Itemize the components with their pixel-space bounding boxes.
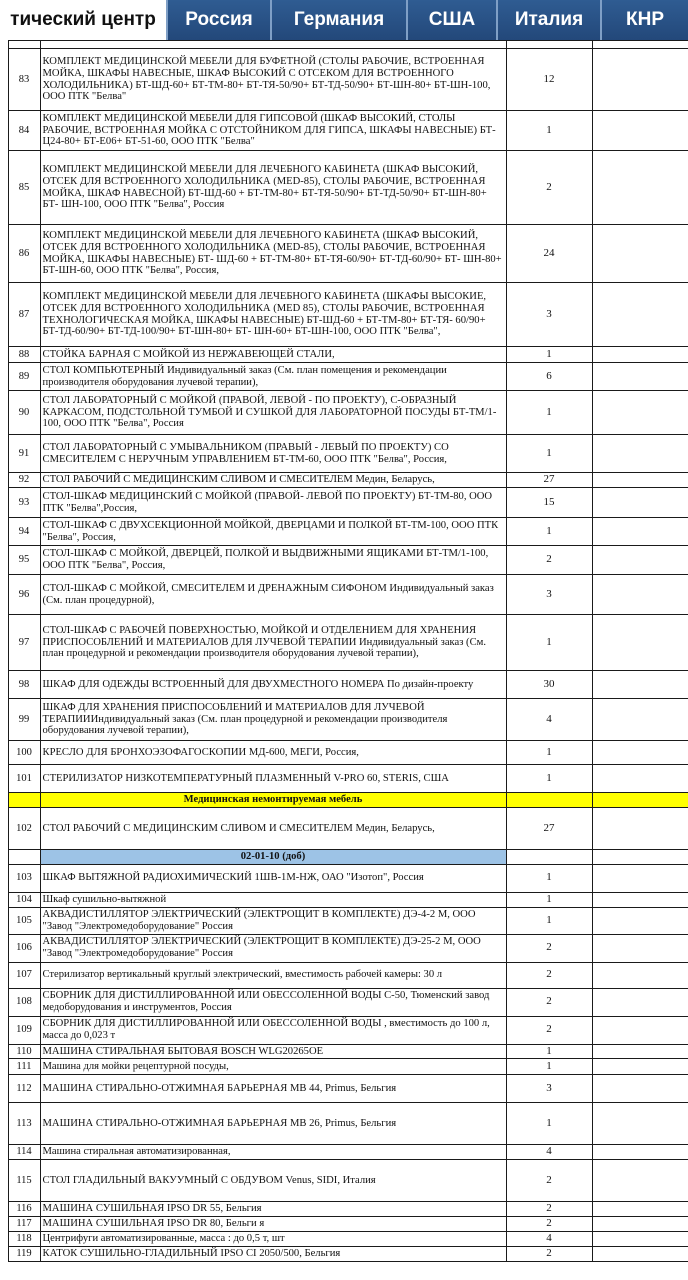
row-gutter bbox=[0, 1202, 8, 1217]
item-quantity[interactable]: 2 bbox=[506, 934, 592, 962]
empty-cell[interactable] bbox=[592, 151, 688, 225]
table-row bbox=[0, 225, 688, 283]
table-row bbox=[0, 1059, 688, 1075]
table-row bbox=[0, 864, 688, 892]
row-gutter bbox=[0, 1145, 8, 1160]
item-quantity[interactable]: 27 bbox=[506, 473, 592, 488]
row-number[interactable]: 104 bbox=[8, 892, 40, 907]
row-number[interactable]: 118 bbox=[8, 1231, 40, 1246]
item-quantity[interactable]: 2 bbox=[506, 988, 592, 1016]
row-number[interactable]: 99 bbox=[8, 699, 40, 741]
row-number[interactable]: 84 bbox=[8, 111, 40, 151]
item-quantity[interactable]: 1 bbox=[506, 765, 592, 793]
item-description[interactable]: Машина стиральная автоматизированная, bbox=[40, 1145, 506, 1160]
empty-cell[interactable] bbox=[592, 111, 688, 151]
row-gutter bbox=[0, 934, 8, 962]
row-number[interactable]: 103 bbox=[8, 864, 40, 892]
item-quantity[interactable]: 3 bbox=[506, 1075, 592, 1103]
empty-cell[interactable] bbox=[592, 1246, 688, 1261]
item-description[interactable]: СТОЛ РАБОЧИЙ С МЕДИЦИНСКИМ СЛИВОМ И СМЕСИТЕЛЕМ Медин, Беларусь, bbox=[40, 473, 506, 488]
row-number[interactable]: 96 bbox=[8, 575, 40, 615]
item-quantity[interactable]: 15 bbox=[506, 488, 592, 518]
row-number[interactable]: 85 bbox=[8, 151, 40, 225]
item-description[interactable]: Центрифуги автоматизированные, масса : до 0,5 т, шт bbox=[40, 1231, 506, 1246]
item-quantity[interactable]: 3 bbox=[506, 575, 592, 615]
item-description[interactable]: АКВАДИСТИЛЛЯТОР ЭЛЕКТРИЧЕСКИЙ (ЭЛЕКТРОЩИТ В КОМПЛЕКТЕ) ДЭ-25-2 М, ООО "Завод "Электромедоборудование" Россия bbox=[40, 934, 506, 962]
table-row bbox=[0, 1202, 688, 1217]
table-row bbox=[0, 1044, 688, 1059]
row-number[interactable]: 113 bbox=[8, 1103, 40, 1145]
item-description[interactable]: КОМПЛЕКТ МЕДИЦИНСКОЙ МЕБЕЛИ ДЛЯ ЛЕЧЕБНОГО КАБИНЕТА (ШКАФЫ ВЫСОКИЕ, ОТСЕК ДЛЯ ВСТРОЕННОГО ХОЛОДИЛЬНИКА (MED 85), СТОЛЫ РАБОЧИЕ, ВСТРОЕННАЯ ТЕХНОЛОГИЧЕСКАЯ МОЙКА, ШКАФЫ НАВЕСНЫЕ) БТ-ШД-60 + БТ-ТМ-80+ БТ-ТЯ- 60/90+ БТ-ТД-60/90+ БТ-ТД-100/90+ БТ-ШН-80+ БТ- ШН-60+ БТ-ШН-100, ООО ПТК "Белва", bbox=[40, 283, 506, 347]
item-quantity[interactable]: 1 bbox=[506, 1059, 592, 1075]
sheet-tab-bar bbox=[0, 0, 688, 40]
item-description[interactable]: МАШИНА СУШИЛЬНАЯ IPSO DR 80, Бельги я bbox=[40, 1217, 506, 1232]
row-gutter bbox=[0, 435, 8, 473]
row-number[interactable]: 92 bbox=[8, 473, 40, 488]
section-title[interactable]: Медицинская немонтируемая мебель bbox=[40, 793, 506, 808]
item-quantity[interactable]: 2 bbox=[506, 1016, 592, 1044]
empty-cell[interactable] bbox=[592, 1016, 688, 1044]
table-row bbox=[0, 765, 688, 793]
row-gutter bbox=[0, 793, 8, 808]
section-qty-cell[interactable] bbox=[506, 850, 592, 865]
row-gutter bbox=[0, 488, 8, 518]
row-gutter bbox=[0, 962, 8, 988]
section-num-cell[interactable] bbox=[8, 793, 40, 808]
table-row bbox=[0, 391, 688, 435]
empty-cell[interactable] bbox=[592, 1202, 688, 1217]
empty-cell[interactable] bbox=[592, 1217, 688, 1232]
row-number[interactable] bbox=[8, 41, 40, 49]
empty-cell[interactable] bbox=[592, 473, 688, 488]
row-gutter bbox=[0, 892, 8, 907]
table-row bbox=[0, 699, 688, 741]
table-row bbox=[0, 988, 688, 1016]
item-description[interactable]: АКВАДИСТИЛЛЯТОР ЭЛЕКТРИЧЕСКИЙ (ЭЛЕКТРОЩИТ В КОМПЛЕКТЕ) ДЭ-4-2 М, ООО "Завод "Электромедоборудование" Россия bbox=[40, 907, 506, 934]
item-description[interactable]: КОМПЛЕКТ МЕДИЦИНСКОЙ МЕБЕЛИ ДЛЯ ГИПСОВОЙ (ШКАФ ВЫСОКИЙ, СТОЛЫ РАБОЧИЕ, ВСТРОЕННАЯ МОЙКА С ОТСТОЙНИКОМ ДЛЯ ГИПСА, ШКАФЫ НАВЕСНЫЕ) БТ-Ц24-80+ БТ-Е06+ БТ-51-60, ООО ПТК "Белва" bbox=[40, 111, 506, 151]
row-number[interactable]: 91 bbox=[8, 435, 40, 473]
row-gutter bbox=[0, 699, 8, 741]
row-number[interactable]: 106 bbox=[8, 934, 40, 962]
sheet-tab[interactable]: Германия bbox=[270, 0, 406, 40]
empty-cell[interactable] bbox=[592, 615, 688, 671]
item-quantity[interactable]: 1 bbox=[506, 435, 592, 473]
row-number[interactable]: 116 bbox=[8, 1202, 40, 1217]
item-quantity[interactable]: 2 bbox=[506, 1160, 592, 1202]
row-number[interactable]: 93 bbox=[8, 488, 40, 518]
item-description[interactable]: Шкаф сушильно-вытяжной bbox=[40, 892, 506, 907]
item-description[interactable]: СТОЙКА БАРНАЯ С МОЙКОЙ ИЗ НЕРЖАВЕЮЩЕЙ СТАЛИ, bbox=[40, 347, 506, 363]
section-row bbox=[0, 793, 688, 808]
empty-cell[interactable] bbox=[592, 1059, 688, 1075]
item-quantity[interactable]: 1 bbox=[506, 864, 592, 892]
item-description[interactable]: СТОЛ-ШКАФ МЕДИЦИНСКИЙ С МОЙКОЙ (ПРАВОЙ- ЛЕВОЙ ПО ПРОЕКТУ) БТ-ТМ-80, ООО ПТК "Белва",Россия, bbox=[40, 488, 506, 518]
table-row bbox=[0, 518, 688, 546]
empty-cell[interactable] bbox=[592, 864, 688, 892]
row-gutter bbox=[0, 151, 8, 225]
item-description[interactable]: КОМПЛЕКТ МЕДИЦИНСКОЙ МЕБЕЛИ ДЛЯ ЛЕЧЕБНОГО КАБИНЕТА (ШКАФ ВЫСОКИЙ, ОТСЕК ДЛЯ ВСТРОЕННОГО ХОЛОДИЛЬНИКА (MED-85), СТОЛЫ РАБОЧИЕ, ВСТРОЕННАЯ МОЙКА, ШКАФ НАВЕСНОЙ) БТ-ШД-60 + БТ-ТМ-80+ БТ-ТЯ-50/90+ БТ-ТД-50/90+ БТ-ШН-80+ БТ- ШН-100, ООО ПТК "Белва", Россия bbox=[40, 151, 506, 225]
row-number[interactable]: 83 bbox=[8, 49, 40, 111]
row-gutter bbox=[0, 111, 8, 151]
table-row bbox=[0, 934, 688, 962]
row-number[interactable]: 98 bbox=[8, 671, 40, 699]
item-quantity[interactable] bbox=[506, 41, 592, 49]
empty-cell[interactable] bbox=[592, 1103, 688, 1145]
table-row bbox=[0, 1016, 688, 1044]
row-number[interactable]: 119 bbox=[8, 1246, 40, 1261]
item-quantity[interactable]: 4 bbox=[506, 1145, 592, 1160]
table-row bbox=[0, 1145, 688, 1160]
row-number[interactable]: 101 bbox=[8, 765, 40, 793]
empty-cell[interactable] bbox=[592, 391, 688, 435]
section-num-cell[interactable] bbox=[8, 850, 40, 865]
row-gutter bbox=[0, 518, 8, 546]
empty-cell[interactable] bbox=[592, 435, 688, 473]
table-row bbox=[0, 111, 688, 151]
item-quantity[interactable]: 12 bbox=[506, 49, 592, 111]
section-extra-cell[interactable] bbox=[592, 793, 688, 808]
row-gutter bbox=[0, 49, 8, 111]
empty-cell[interactable] bbox=[592, 765, 688, 793]
table-row bbox=[0, 1217, 688, 1232]
row-gutter bbox=[0, 907, 8, 934]
empty-cell[interactable] bbox=[592, 1160, 688, 1202]
table-row bbox=[0, 892, 688, 907]
row-number[interactable]: 90 bbox=[8, 391, 40, 435]
item-quantity[interactable]: 30 bbox=[506, 671, 592, 699]
item-quantity[interactable]: 1 bbox=[506, 1044, 592, 1059]
spreadsheet-area bbox=[0, 40, 688, 1280]
row-gutter bbox=[0, 671, 8, 699]
empty-cell[interactable] bbox=[592, 671, 688, 699]
item-quantity[interactable]: 2 bbox=[506, 962, 592, 988]
item-description[interactable]: МАШИНА СТИРАЛЬНО-ОТЖИМНАЯ БАРЬЕРНАЯ MB 26, Primus, Бельгия bbox=[40, 1103, 506, 1145]
item-description[interactable]: СТОЛ ЛАБОРАТОРНЫЙ С УМЫВАЛЬНИКОМ (ПРАВЫЙ - ЛЕВЫЙ ПО ПРОЕКТУ) СО СМЕСИТЕЛЕМ С НЕРУЧНЫМ УПРАВЛЕНИЕМ БТ-ТМ-60, ООО ПТК "Белва", Россия, bbox=[40, 435, 506, 473]
row-gutter bbox=[0, 808, 8, 850]
empty-cell[interactable] bbox=[592, 934, 688, 962]
empty-cell[interactable] bbox=[592, 808, 688, 850]
row-number[interactable]: 110 bbox=[8, 1044, 40, 1059]
empty-cell[interactable] bbox=[592, 347, 688, 363]
row-gutter bbox=[0, 1059, 8, 1075]
item-description[interactable]: КОМПЛЕКТ МЕДИЦИНСКОЙ МЕБЕЛИ ДЛЯ ЛЕЧЕБНОГО КАБИНЕТА (ШКАФ ВЫСОКИЙ, ОТСЕК ДЛЯ ВСТРОЕННОГО ХОЛОДИЛЬНИКА (MED-85), СТОЛЫ РАБОЧИЕ, ВСТРОЕННАЯ МОЙКА, ШКАФЫ НАВЕСНЫЕ) БТ- ШД-60 + БТ-ТМ-80+ БТ-ТЯ-60/90+ БТ-ТД-60/90+ БТ- ШН-80+ БТ-ШН-60, ООО ПТК "Белва", Россия, bbox=[40, 225, 506, 283]
row-number[interactable]: 89 bbox=[8, 363, 40, 391]
item-quantity[interactable]: 2 bbox=[506, 1246, 592, 1261]
item-description[interactable]: ШКАФ ВЫТЯЖНОЙ РАДИОХИМИЧЕСКИЙ 1ШВ-1М-НЖ, ОАО "Изотоп", Россия bbox=[40, 864, 506, 892]
row-number[interactable]: 111 bbox=[8, 1059, 40, 1075]
item-description[interactable]: СТОЛ-ШКАФ С МОЙКОЙ, ДВЕРЦЕЙ, ПОЛКОЙ И ВЫДВИЖНЫМИ ЯЩИКАМИ БТ-ТМ/1-100, ООО ПТК "Белва", Россия, bbox=[40, 546, 506, 575]
item-quantity[interactable]: 1 bbox=[506, 391, 592, 435]
empty-cell[interactable] bbox=[592, 1044, 688, 1059]
item-description[interactable]: КОМПЛЕКТ МЕДИЦИНСКОЙ МЕБЕЛИ ДЛЯ БУФЕТНОЙ (СТОЛЫ РАБОЧИЕ, ВСТРОЕННАЯ МОЙКА, ШКАФЫ НАВЕСНЫЕ, ШКАФ ВЫСОКИЙ С ОТСЕКОМ ДЛЯ ВСТРОЕННОГО ХОЛОДИЛЬНИКА) БТ-ШД-60+ БТ-ТМ-80+ БТ-ТЯ-50/90+ БТ-ТД-50/90+ БТ-ШН-80+ БТ-ШН-100, ООО ПТК "Белва" bbox=[40, 49, 506, 111]
item-quantity[interactable]: 6 bbox=[506, 363, 592, 391]
empty-cell[interactable] bbox=[592, 488, 688, 518]
empty-cell[interactable] bbox=[592, 283, 688, 347]
row-gutter bbox=[0, 741, 8, 765]
item-quantity[interactable]: 1 bbox=[506, 892, 592, 907]
empty-cell[interactable] bbox=[592, 988, 688, 1016]
row-gutter bbox=[0, 988, 8, 1016]
item-quantity[interactable]: 2 bbox=[506, 1217, 592, 1232]
table-row bbox=[0, 671, 688, 699]
table-row bbox=[0, 907, 688, 934]
item-description[interactable]: МАШИНА СУШИЛЬНАЯ IPSO DR 55, Бельгия bbox=[40, 1202, 506, 1217]
row-number[interactable]: 117 bbox=[8, 1217, 40, 1232]
row-gutter bbox=[0, 225, 8, 283]
table-row bbox=[0, 741, 688, 765]
table-row bbox=[0, 962, 688, 988]
section-qty-cell[interactable] bbox=[506, 793, 592, 808]
item-description[interactable]: СТОЛ-ШКАФ С ДВУХСЕКЦИОННОЙ МОЙКОЙ, ДВЕРЦАМИ И ПОЛКОЙ БТ-ТМ-100, ООО ПТК "Белва", Россия, bbox=[40, 518, 506, 546]
empty-cell[interactable] bbox=[592, 699, 688, 741]
empty-cell[interactable] bbox=[592, 1075, 688, 1103]
empty-cell[interactable] bbox=[592, 892, 688, 907]
row-gutter bbox=[0, 1246, 8, 1261]
item-quantity[interactable]: 27 bbox=[506, 808, 592, 850]
sheet-tab[interactable]: тический центр bbox=[0, 0, 166, 40]
empty-cell[interactable] bbox=[592, 363, 688, 391]
row-number[interactable]: 88 bbox=[8, 347, 40, 363]
item-description[interactable]: СТОЛ-ШКАФ С РАБОЧЕЙ ПОВЕРХНОСТЬЮ, МОЙКОЙ И ОТДЕЛЕНИЕМ ДЛЯ ХРАНЕНИЯ ПРИСПОСОБЛЕНИЙ И МАТЕРИАЛОВ ДЛЯ ЛУЧЕВОЙ ТЕРАПИИ Индивидуальный заказ (См. план процедурной и рекомендации производителя оборудования лучевой терапии), bbox=[40, 615, 506, 671]
item-description[interactable]: СБОРНИК ДЛЯ ДИСТИЛЛИРОВАННОЙ ИЛИ ОБЕССОЛЕННОЙ ВОДЫ , вместимость до 100 л, масса до 0,023 т bbox=[40, 1016, 506, 1044]
row-number[interactable]: 86 bbox=[8, 225, 40, 283]
item-quantity[interactable]: 4 bbox=[506, 1231, 592, 1246]
row-gutter bbox=[0, 1075, 8, 1103]
table-row bbox=[0, 1075, 688, 1103]
table-row bbox=[0, 435, 688, 473]
item-quantity[interactable]: 1 bbox=[506, 907, 592, 934]
row-gutter bbox=[0, 765, 8, 793]
table-row bbox=[0, 347, 688, 363]
row-gutter bbox=[0, 347, 8, 363]
item-description[interactable]: МАШИНА СТИРАЛЬНАЯ БЫТОВАЯ BOSCH WLG20265OE bbox=[40, 1044, 506, 1059]
item-description[interactable]: СТОЛ-ШКАФ С МОЙКОЙ, СМЕСИТЕЛЕМ И ДРЕНАЖНЫМ СИФОНОМ Индивидуальный заказ (См. план процедурной), bbox=[40, 575, 506, 615]
empty-cell[interactable] bbox=[592, 546, 688, 575]
item-quantity[interactable]: 1 bbox=[506, 518, 592, 546]
item-quantity[interactable]: 2 bbox=[506, 546, 592, 575]
empty-cell[interactable] bbox=[592, 1145, 688, 1160]
item-quantity[interactable]: 3 bbox=[506, 283, 592, 347]
empty-cell[interactable] bbox=[592, 225, 688, 283]
item-quantity[interactable]: 24 bbox=[506, 225, 592, 283]
empty-cell[interactable] bbox=[592, 575, 688, 615]
row-number[interactable]: 87 bbox=[8, 283, 40, 347]
table-row bbox=[0, 41, 688, 49]
item-description[interactable]: КРЕСЛО ДЛЯ БРОНХОЭЗОФАГОСКОПИИ МД-600, МЕГИ, Россия, bbox=[40, 741, 506, 765]
item-quantity[interactable]: 4 bbox=[506, 699, 592, 741]
table-row bbox=[0, 151, 688, 225]
item-description[interactable]: КАТОК СУШИЛЬНО-ГЛАДИЛЬНЫЙ IPSO CI 2050/500, Бельгия bbox=[40, 1246, 506, 1261]
table-row bbox=[0, 473, 688, 488]
table-row bbox=[0, 615, 688, 671]
table-row bbox=[0, 1231, 688, 1246]
row-gutter bbox=[0, 283, 8, 347]
row-number[interactable]: 102 bbox=[8, 808, 40, 850]
section-title[interactable]: 02-01-10 (доб) bbox=[40, 850, 506, 865]
item-quantity[interactable]: 2 bbox=[506, 1202, 592, 1217]
table-row bbox=[0, 1160, 688, 1202]
item-quantity[interactable]: 1 bbox=[506, 111, 592, 151]
empty-cell[interactable] bbox=[592, 907, 688, 934]
empty-cell[interactable] bbox=[592, 518, 688, 546]
item-description[interactable]: Стерилизатор вертикальный круглый электрический, вместимость рабочей камеры: 30 л bbox=[40, 962, 506, 988]
row-number[interactable]: 105 bbox=[8, 907, 40, 934]
table-row bbox=[0, 283, 688, 347]
row-number[interactable]: 100 bbox=[8, 741, 40, 765]
item-description[interactable]: СТОЛ РАБОЧИЙ С МЕДИЦИНСКИМ СЛИВОМ И СМЕСИТЕЛЕМ Медин, Беларусь, bbox=[40, 808, 506, 850]
item-description[interactable]: СТОЛ ЛАБОРАТОРНЫЙ С МОЙКОЙ (ПРАВОЙ, ЛЕВОЙ - ПО ПРОЕКТУ), С-ОБРАЗНЫЙ КАРКАСОМ, ПОДСТОЛЬНОЙ ТУМБОЙ И СУШКОЙ ДЛЯ ЛАБОРАТОРНОЙ ПОСУДЫ БТ-ТМ/1-100, ООО ПТК "Белва", Россия bbox=[40, 391, 506, 435]
section-row bbox=[0, 850, 688, 865]
row-gutter bbox=[0, 546, 8, 575]
item-quantity[interactable]: 2 bbox=[506, 151, 592, 225]
row-gutter bbox=[0, 363, 8, 391]
row-gutter bbox=[0, 1016, 8, 1044]
row-number[interactable]: 95 bbox=[8, 546, 40, 575]
sheet-tab[interactable]: КНР bbox=[600, 0, 688, 40]
sheet-tab[interactable]: Россия bbox=[166, 0, 270, 40]
row-gutter bbox=[0, 41, 8, 49]
sheet-tab[interactable]: США bbox=[406, 0, 496, 40]
table-row bbox=[0, 363, 688, 391]
item-description[interactable]: СТЕРИЛИЗАТОР НИЗКОТЕМПЕРАТУРНЫЙ ПЛАЗМЕННЫЙ V-PRO 60, STERIS, США bbox=[40, 765, 506, 793]
table-row bbox=[0, 488, 688, 518]
item-description[interactable]: Машина для мойки рецептурной посуды, bbox=[40, 1059, 506, 1075]
row-gutter bbox=[0, 1231, 8, 1246]
item-quantity[interactable]: 1 bbox=[506, 1103, 592, 1145]
row-gutter bbox=[0, 1217, 8, 1232]
row-gutter bbox=[0, 615, 8, 671]
sheet-tab[interactable]: Италия bbox=[496, 0, 600, 40]
row-number[interactable]: 109 bbox=[8, 1016, 40, 1044]
empty-cell[interactable] bbox=[592, 741, 688, 765]
table-row bbox=[0, 1246, 688, 1261]
row-number[interactable]: 97 bbox=[8, 615, 40, 671]
empty-cell[interactable] bbox=[592, 41, 688, 49]
item-description[interactable] bbox=[40, 41, 506, 49]
row-gutter bbox=[0, 1160, 8, 1202]
section-extra-cell[interactable] bbox=[592, 850, 688, 865]
item-description[interactable]: СТОЛ КОМПЬЮТЕРНЫЙ Индивидуальный заказ (См. план помещения и рекомендации производителя оборудования лучевой терапии), bbox=[40, 363, 506, 391]
table-row bbox=[0, 1103, 688, 1145]
row-number[interactable]: 115 bbox=[8, 1160, 40, 1202]
row-number[interactable]: 112 bbox=[8, 1075, 40, 1103]
table-row bbox=[0, 49, 688, 111]
row-number[interactable]: 108 bbox=[8, 988, 40, 1016]
row-gutter bbox=[0, 850, 8, 865]
table-row bbox=[0, 808, 688, 850]
row-gutter bbox=[0, 391, 8, 435]
item-description[interactable]: ШКАФ ДЛЯ ОДЕЖДЫ ВСТРОЕННЫЙ ДЛЯ ДВУХМЕСТНОГО НОМЕРА По дизайн-проекту bbox=[40, 671, 506, 699]
item-description[interactable]: СТОЛ ГЛАДИЛЬНЫЙ ВАКУУМНЫЙ С ОБДУВОМ Venus, SIDI, Италия bbox=[40, 1160, 506, 1202]
row-gutter bbox=[0, 1103, 8, 1145]
row-gutter bbox=[0, 575, 8, 615]
row-gutter bbox=[0, 1044, 8, 1059]
empty-cell[interactable] bbox=[592, 49, 688, 111]
item-description[interactable]: СБОРНИК ДЛЯ ДИСТИЛЛИРОВАННОЙ ИЛИ ОБЕССОЛЕННОЙ ВОДЫ С-50, Тюменский завод медоборудования и инструментов, Россия bbox=[40, 988, 506, 1016]
item-quantity[interactable]: 1 bbox=[506, 741, 592, 765]
item-description[interactable]: ШКАФ ДЛЯ ХРАНЕНИЯ ПРИСПОСОБЛЕНИЙ И МАТЕРИАЛОВ ДЛЯ ЛУЧЕВОЙ ТЕРАПИИИндивидуальный заказ (См. план процедурной и рекомендации производителя оборудования лучевой терапии), bbox=[40, 699, 506, 741]
table-row bbox=[0, 546, 688, 575]
row-gutter bbox=[0, 864, 8, 892]
row-number[interactable]: 107 bbox=[8, 962, 40, 988]
table-row bbox=[0, 575, 688, 615]
empty-cell[interactable] bbox=[592, 962, 688, 988]
row-number[interactable]: 114 bbox=[8, 1145, 40, 1160]
empty-cell[interactable] bbox=[592, 1231, 688, 1246]
item-quantity[interactable]: 1 bbox=[506, 347, 592, 363]
row-gutter bbox=[0, 473, 8, 488]
row-number[interactable]: 94 bbox=[8, 518, 40, 546]
equipment-table bbox=[0, 40, 688, 1262]
item-quantity[interactable]: 1 bbox=[506, 615, 592, 671]
item-description[interactable]: МАШИНА СТИРАЛЬНО-ОТЖИМНАЯ БАРЬЕРНАЯ MB 44, Primus, Бельгия bbox=[40, 1075, 506, 1103]
